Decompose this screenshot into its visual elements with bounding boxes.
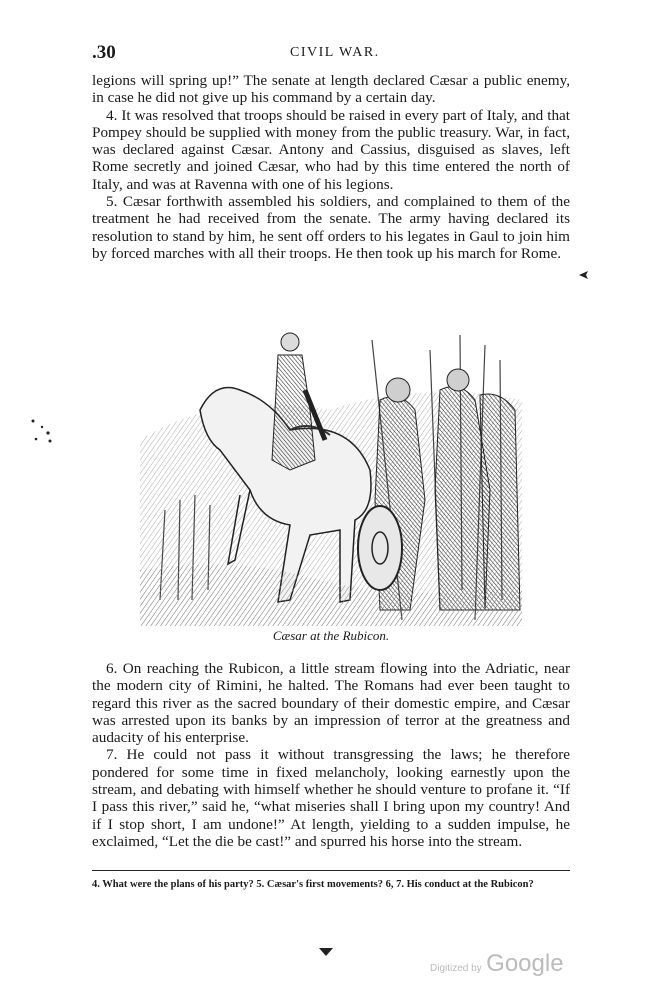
google-logo: Google [486,950,564,977]
bottom-ink-mark [317,945,335,957]
paragraph-continuation: legions will spring up!” The senate at length declared Cæsar a public enemy, in case he did not give up his command by a certain day. [92,72,570,107]
paragraph-7: 7. He could not pass it without transgressing the laws; he therefore pondered for some time in fixed melancholy, looking earnestly upon the stream, and debating with himself whether he should venture to profane it. “If I pass this river,” said he, “what miseries shall I bring upon my country! And if I stop short, I am undone!” At length, yielding to a sudden impulse, he exclaimed, “Let the die be cast!” and spurred his horse into the stream. [92,746,570,850]
illustration-caption: Cæsar at the Rubicon. [272,628,390,643]
body-text-bottom [92,660,570,850]
digitized-watermark [430,950,564,978]
shield [358,506,402,590]
paragraph-4: 4. It was resolved that troops should be raised in every part of Italy, and that Pompey should be supplied with money from the public treasury. War, in fact, was declared against Cæsar. Antony and Cassius, disguised as slaves, left Rome secretly and joined Cæsar, who had by this time entered the north of Italy, and was at Ravenna with one of his legions. [92,106,570,193]
margin-arrow-mark [578,270,590,280]
paragraph-6: 6. On reaching the Rubicon, a little stream flowing into the Adriatic, near the modern city of Rimini, he halted. The Romans had ever been taught to regard this river as the sacred boundary of their domestic empire, and Cæsar was arrested upon its banks by an impression of terror at the greatness and audacity of his enterprise. [92,660,570,747]
engraving-illustration [140,320,522,626]
page-number: .30 [92,42,116,63]
body-text-top [92,72,570,262]
footnote-questions: 4. What were the plans of his party? 5. Cæsar's first movements? 6, 7. His conduct at the Rubicon? [92,879,534,890]
margin-ink-marks [28,415,58,455]
page-header [92,42,567,64]
watermark-prefix: Digitized by [430,963,482,974]
running-head: CIVIL WAR. [290,45,380,60]
footnote-rule [92,870,570,871]
paragraph-5: 5. Cæsar forthwith assembled his soldiers, and complained to them of the treatment he had received from the senate. The army having declared its resolution to stand by him, he sent off orders to his legates in Gaul to join him by forced marches with all their troops. He then took up his march for Rome. [92,193,570,262]
